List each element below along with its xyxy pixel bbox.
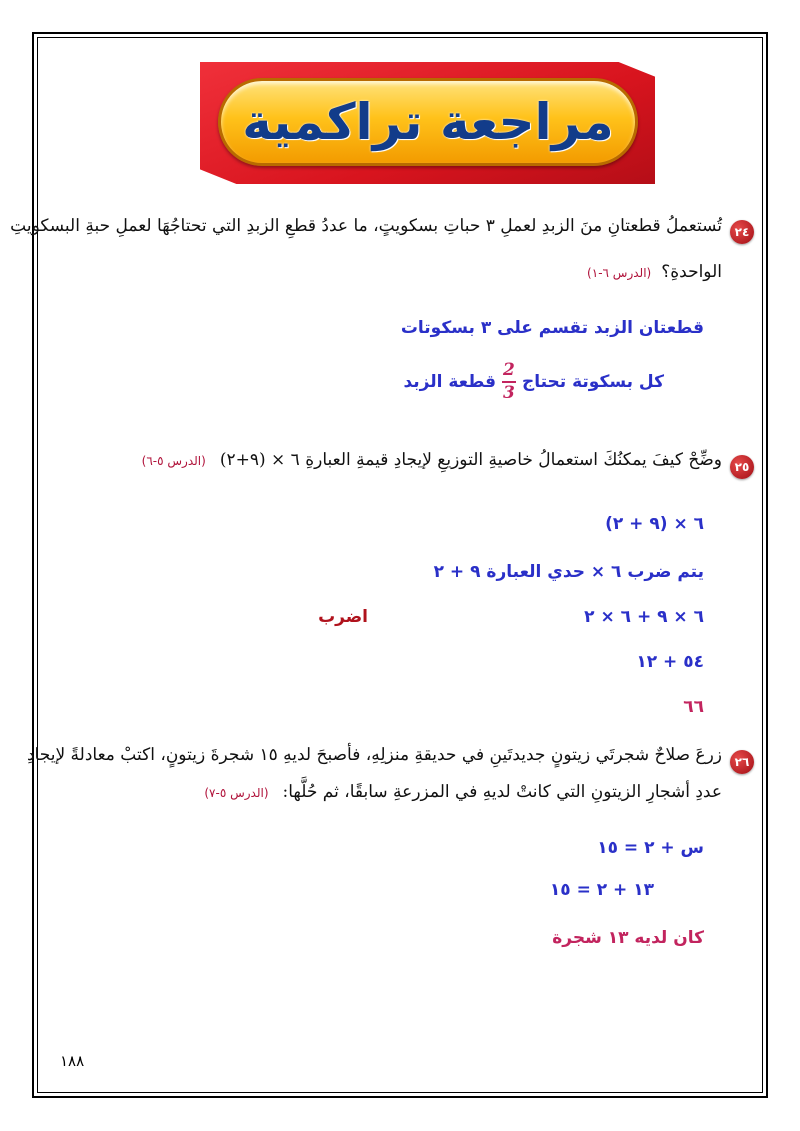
question-number-badge: ٢٤ <box>730 220 754 244</box>
fraction-denominator: 3 <box>503 383 515 403</box>
question-24-text-end: الواحدةِ؟ <box>661 262 722 282</box>
answer-25-line-1: ٦ × (٩ + ٢) <box>605 514 704 534</box>
question-26-text-end: عددِ أشجارِ الزيتونِ التي كانتْ لديهِ في المزرعةِ سابقًا، ثم حُلَّها: <box>282 782 722 802</box>
lesson-reference: (الدرس ٦-١) <box>587 266 652 280</box>
lesson-reference: (الدرس ٥-٧) <box>204 786 269 800</box>
page-number: ١٨٨ <box>60 1052 85 1070</box>
answer-25-line-4: ٥٤ + ١٢ <box>636 652 704 672</box>
answer-26-line-2: ١٣ + ٢ = ١٥ <box>549 880 654 900</box>
answer-24-text-before: كل بسكوتة تحتاج <box>521 372 664 392</box>
question-26-text-line-1: زرعَ صلاحٌ شجرتَي زيتونٍ جديدتَينِ في حديقةِ منزلِهِ، فأصبحَ لديهِ ١٥ شجرةَ زيتونٍ، اكتبْ معادلةً لإيجادِ <box>26 745 722 765</box>
fraction-numerator: 2 <box>503 360 515 380</box>
answer-24-text-after: قطعة الزبد <box>403 372 496 392</box>
answer-25-line-2: يتم ضرب ٦ × حدي العبارة ٩ + ٢ <box>433 562 704 582</box>
question-25-text <box>142 450 722 470</box>
page-title: مراجعة تراكمية <box>242 93 614 151</box>
answer-24-line-1: قطعتان الزبد تقسم على ٣ بسكوتات <box>400 318 704 338</box>
question-26-text-line-2 <box>204 782 722 802</box>
question-24-text-line-2 <box>587 262 722 282</box>
question-24-text-line-1: تُستعملُ قطعتانِ منَ الزبدِ لعملِ ٣ حباتِ بسكويتٍ، ما عددُ قطعِ الزبدِ التي تحتاجُهَا لعملِ حبةِ البسكويتِ <box>10 216 722 236</box>
answer-25-note: اضرب <box>318 607 368 627</box>
header-banner <box>218 78 638 166</box>
question-25-text-body: وضِّحْ كيفَ يمكنُكَ استعمالُ خاصيةِ التوزيعِ لإيجادِ قيمةِ العبارةِ ٦ × (٩+٢) <box>219 450 722 470</box>
answer-26-line-1: س + ٢ = ١٥ <box>597 838 704 858</box>
answer-25-result: ٦٦ <box>683 697 704 717</box>
question-number-badge: ٢٦ <box>730 750 754 774</box>
answer-26-line-3: كان لديه ١٣ شجرة <box>552 928 704 948</box>
lesson-reference: (الدرس ٥-٦) <box>141 454 206 468</box>
answer-25-line-3: ٦ × ٩ + ٦ × ٢ <box>584 607 704 627</box>
answer-24-line-2 <box>403 362 664 402</box>
fraction <box>502 362 516 402</box>
question-number-badge: ٢٥ <box>730 455 754 479</box>
